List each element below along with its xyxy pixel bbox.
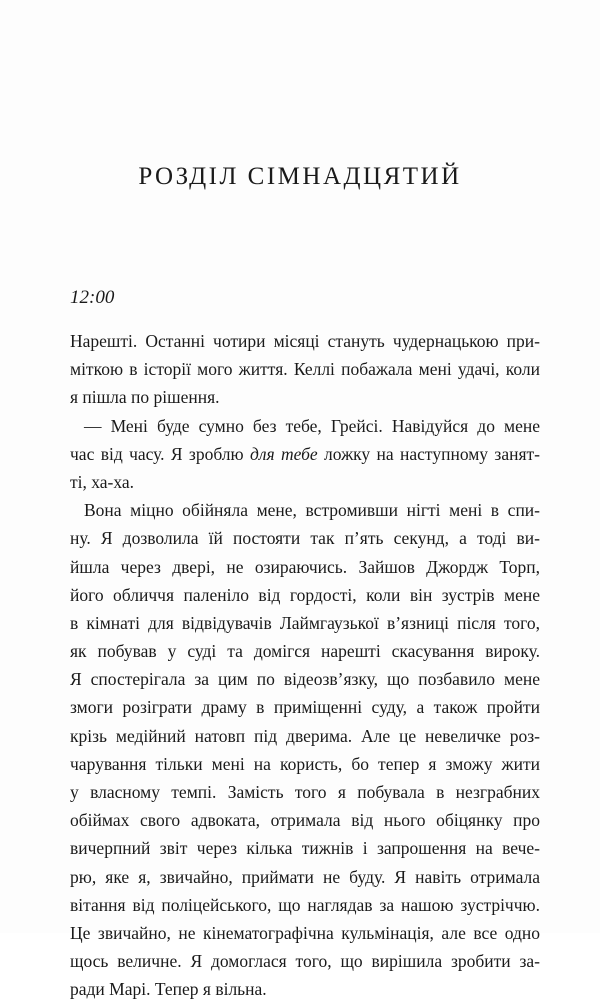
text-line: я пішла по рішення. [70, 387, 220, 408]
text-segment: ложку на наступному занят- [317, 443, 540, 464]
text-line: міткою в історії мого життя. Келлі побажала мені удачі, коли [70, 359, 540, 380]
time-heading: 12:00 [70, 287, 115, 308]
text-line: змоги розіграти драму в приміщенні суду, а також пройти [70, 697, 540, 718]
text-line: чарування тільки мені на користь, бо тепер я зможу жити [70, 753, 540, 774]
text-line: крізь медійний натовп під дверима. Але це невеличке роз- [70, 725, 540, 746]
text-line: Вона міцно обійняла мене, встромивши нігті мені в спи- [84, 500, 540, 521]
text-line: його обличчя паленіло від гордості, коли він зустрів мене [70, 584, 540, 605]
text-line: йшла через двері, не озираючись. Зайшов Джордж Торп, [70, 556, 540, 577]
text-line: Нарешті. Останні чотири місяці стануть чудернацькою при- [70, 331, 540, 351]
text-line: як побував у суді та домігся нарешті скасування вироку. [70, 641, 540, 662]
text-line: вітання від поліцейського, що наглядав за нашою зустріччю. [70, 894, 540, 915]
text-line [70, 440, 540, 468]
text-line: рю, яке я, звичайно, приймати не буду. Я навіть отримала [70, 866, 540, 887]
text-line: обіймах свого адвоката, отримала від нього обіцянку про [70, 810, 540, 831]
text-line: Я спостерігала за цим по відеозв’язку, що позбавило мене [70, 669, 540, 690]
text-line: ради Марі. Тепер я вільна. [70, 979, 267, 1000]
text-line: у власному темпі. Замість того я побувала в незграбних [70, 782, 540, 802]
emphasis-text: для тебе [249, 443, 318, 464]
chapter-title: РОЗДІЛ СІМНАДЦЯТИЙ [138, 163, 462, 190]
text-line: в кімнаті для відвідувачів Лаймгаузької в’язниці після того, [70, 612, 540, 633]
text-line: вичерпний звіт через кілька тижнів і запрошення на вече- [70, 838, 540, 859]
text-line: щось величне. Я домоглася того, що вирішила зробити за- [70, 951, 540, 972]
text-segment: час від часу. Я зроблю [70, 443, 250, 464]
text-line: ну. Я дозволила їй постояти так п’ять секунд, а тоді ви- [70, 528, 540, 549]
text-line: Це звичайно, не кінематографічна кульмінація, але все одно [70, 922, 540, 943]
chapter-body-text [70, 327, 540, 1004]
text-line: ті, ха-ха. [70, 471, 135, 492]
text-line: — Мені буде сумно без тебе, Грейсі. Навідуйся до мене [84, 415, 540, 436]
